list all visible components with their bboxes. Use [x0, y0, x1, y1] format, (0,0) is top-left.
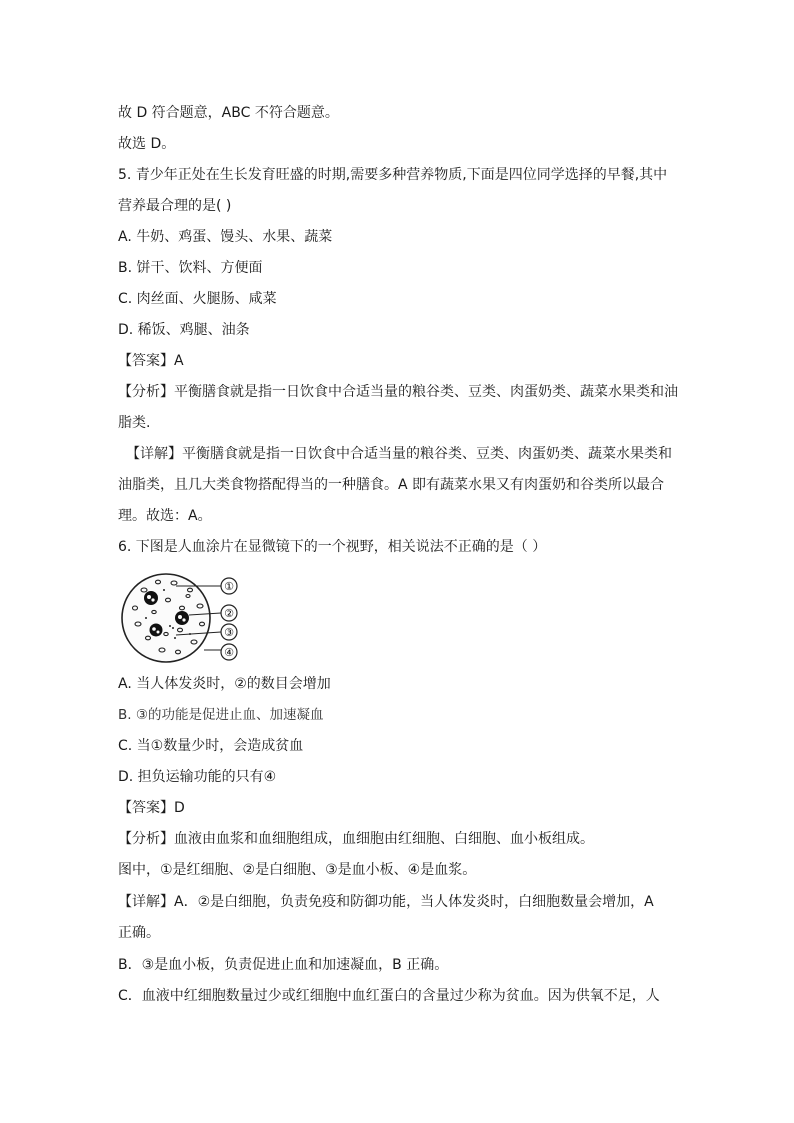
option-d: D. 稀饭、鸡腿、油条 [118, 322, 250, 338]
analysis: 【分析】血液由血浆和血细胞组成，血细胞由红细胞、白细胞、血小板组成。 [118, 831, 594, 847]
explanation-cont: 正确。 [118, 925, 160, 941]
option-b: B. 饼干、饮料、方便面 [118, 260, 263, 276]
text-line: 故 D 符合题意，ABC 不符合题意。 [118, 105, 339, 121]
analysis: 【分析】平衡膳食就是指一日饮食中合适当量的粮谷类、豆类、肉蛋奶类、蔬菜水果类和油 [118, 384, 678, 400]
explanation: 【详解】A．②是白细胞，负责免疫和防御功能，当人体发炎时，白细胞数量会增加，A [118, 894, 654, 910]
option-c: C. 当①数量少时，会造成贫血 [118, 738, 304, 754]
figure-label-2: ② [224, 607, 234, 620]
explanation: 【详解】平衡膳食就是指一日饮食中合适当量的粮谷类、豆类、肉蛋奶类、蔬菜水果类和 [126, 446, 672, 462]
blood-smear-figure [118, 568, 248, 666]
figure-label-1: ① [224, 580, 234, 593]
option-a: A. 当人体发炎时，②的数目会增加 [118, 676, 331, 692]
figure-label-3: ③ [224, 626, 234, 639]
analysis-cont: 脂类. [118, 415, 151, 431]
option-c: C. 肉丝面、火腿肠、咸菜 [118, 291, 277, 307]
question-5-stem: 5. 青少年正处在生长发育旺盛的时期,需要多种营养物质,下面是四位同学选择的早餐,其中 [118, 167, 668, 183]
explanation-c: C．血液中红细胞数量过少或红细胞中血红蛋白的含量过少称为贫血。因为供氧不足，人 [118, 988, 660, 1004]
option-d: D. 担负运输功能的只有④ [118, 769, 277, 785]
explanation-b: B．③是血小板，负责促进止血和加速凝血，B 正确。 [118, 957, 449, 973]
option-b: B. ③的功能是促进止血、加速凝血 [118, 707, 324, 723]
explanation-cont: 理。故选：A。 [118, 508, 212, 524]
explanation-cont: 油脂类，且几大类食物搭配得当的一种膳食。A 即有蔬菜水果又有肉蛋奶和谷类所以最合 [118, 477, 665, 493]
figure-label-4: ④ [224, 646, 234, 659]
text-line: 故选 D。 [118, 136, 176, 152]
answer: 【答案】D [118, 800, 185, 816]
analysis-cont: 图中，①是红细胞、②是白细胞、③是血小板、④是血浆。 [118, 862, 477, 878]
question-5-stem-cont: 营养最合理的是( ) [118, 198, 232, 214]
question-6-stem: 6. 下图是人血涂片在显微镜下的一个视野，相关说法不正确的是（ ） [118, 539, 547, 555]
option-a: A. 牛奶、鸡蛋、馒头、水果、蔬菜 [118, 229, 333, 245]
answer: 【答案】A [118, 353, 184, 369]
